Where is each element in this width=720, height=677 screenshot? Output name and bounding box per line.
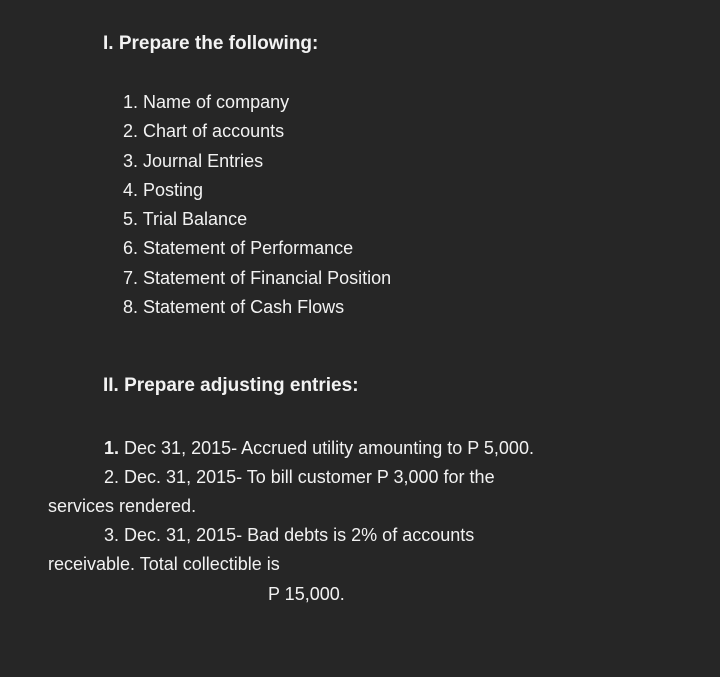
list-item-number: 4. — [123, 179, 139, 200]
list-item-label: Journal Entries — [143, 150, 264, 171]
list-item-number: 5. — [123, 209, 139, 230]
entry-3-amount: P 15,000. — [268, 584, 345, 604]
list-item — [123, 295, 391, 324]
list-item — [123, 178, 391, 207]
list-item-number: 1. — [123, 92, 139, 112]
list-item-number: 6. — [123, 238, 139, 259]
list-item-label: Posting — [143, 179, 204, 200]
list-item — [123, 90, 391, 119]
list-item-label: Statement of Cash Flows — [143, 297, 345, 318]
list-item-number: 3. — [123, 150, 139, 171]
entry-number: 2. — [104, 467, 120, 487]
entry-text: Dec. 31, 2015- Bad debts is 2% of accounts — [124, 525, 475, 545]
list-item — [123, 207, 391, 236]
list-item — [123, 119, 391, 148]
list-item-number: 7. — [123, 267, 139, 288]
section-2-heading: II. Prepare adjusting entries: — [103, 375, 359, 396]
list-item-label: Statement of Performance — [143, 238, 354, 259]
entry-2-continuation: services rendered. — [48, 496, 197, 516]
list-item — [123, 149, 391, 178]
section-1-heading: I. Prepare the following: — [103, 33, 319, 54]
entry-text: Dec 31, 2015- Accrued utility amounting to P 5,000. — [124, 438, 534, 458]
entry-text: Dec. 31, 2015- To bill customer P 3,000 for the — [124, 467, 495, 487]
list-item-number: 2. — [123, 121, 139, 142]
list-item-number: 8. — [123, 297, 139, 318]
list-item-label: Name of company — [143, 92, 290, 112]
entry-2 — [104, 465, 495, 489]
list-item — [123, 266, 391, 295]
entry-number: 3. — [104, 525, 120, 545]
list-item-label: Trial Balance — [142, 209, 248, 230]
entry-1 — [104, 436, 534, 460]
requirements-list — [123, 90, 391, 324]
list-item — [123, 236, 391, 265]
list-item-label: Statement of Financial Position — [143, 267, 392, 288]
entry-3 — [104, 523, 474, 547]
entry-3-continuation: receivable. Total collectible is — [48, 554, 280, 574]
list-item-label: Chart of accounts — [143, 121, 285, 142]
entry-number: 1. — [104, 438, 120, 458]
